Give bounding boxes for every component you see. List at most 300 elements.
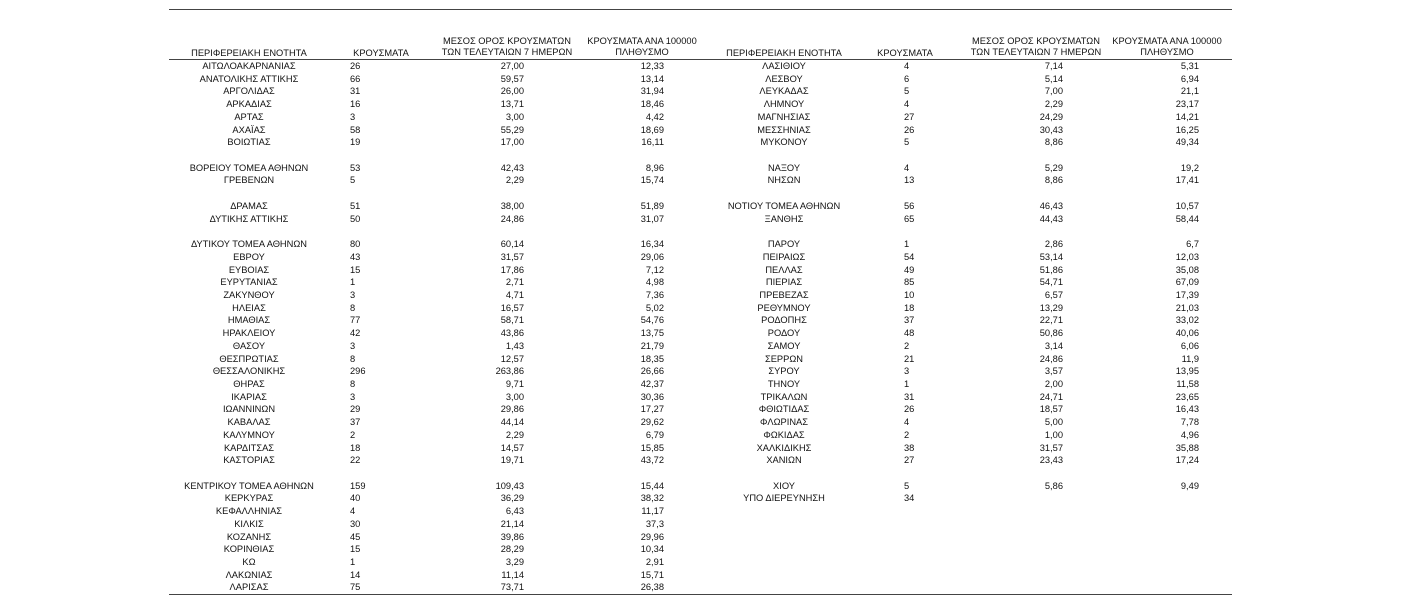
region-name-cell: ΘΕΣΣΑΛΟΝΙΚΗΣ bbox=[212, 366, 286, 377]
per100k-cell: 23,65 bbox=[1175, 391, 1199, 402]
region-name-cell: ΛΕΥΚΑΔΑΣ bbox=[759, 86, 809, 97]
avg7-cell: 1,43 bbox=[505, 340, 524, 351]
avg7-cell: 38,00 bbox=[500, 200, 524, 211]
region-name-cell: ΠΙΕΡΙΑΣ bbox=[765, 277, 803, 288]
table-row bbox=[704, 314, 1232, 327]
avg7-cell: 6,57 bbox=[1044, 289, 1063, 300]
region-name-cell: ΛΕΣΒΟΥ bbox=[765, 73, 803, 84]
avg7-cell: 8,86 bbox=[1044, 137, 1063, 148]
cases-cell: 4 bbox=[350, 506, 356, 517]
region-name-cell: ΣΥΡΟΥ bbox=[768, 366, 800, 377]
table-row bbox=[169, 289, 704, 302]
header-cases-right: ΚΡΟΥΣΜΑΤΑ bbox=[877, 48, 933, 58]
per100k-cell: 14,21 bbox=[1175, 111, 1199, 122]
cases-cell: 37 bbox=[350, 417, 361, 428]
avg7-cell: 24,71 bbox=[1039, 391, 1063, 402]
avg7-cell: 3,29 bbox=[505, 557, 524, 568]
region-name-cell: ΓΡΕΒΕΝΩΝ bbox=[223, 175, 275, 186]
per100k-cell: 15,44 bbox=[640, 480, 664, 491]
cases-cell: 27 bbox=[904, 455, 915, 466]
avg7-cell: 42,43 bbox=[500, 162, 524, 173]
per100k-cell: 16,11 bbox=[641, 137, 664, 148]
cases-cell: 14 bbox=[350, 569, 361, 580]
region-name-cell: ΚΟΖΑΝΗΣ bbox=[226, 531, 272, 542]
region-name-cell: ΛΑΡΙΣΑΣ bbox=[229, 582, 269, 593]
per100k-cell: 23,17 bbox=[1175, 99, 1199, 110]
avg7-cell: 24,86 bbox=[1039, 353, 1063, 364]
region-name-cell: ΜΥΚΟΝΟΥ bbox=[760, 137, 808, 148]
table-row bbox=[704, 149, 1232, 162]
avg7-cell: 109,43 bbox=[495, 480, 524, 491]
avg7-cell: 31,57 bbox=[500, 251, 524, 262]
table-row bbox=[169, 467, 704, 480]
cases-cell: 2 bbox=[904, 340, 910, 351]
table-row bbox=[169, 378, 704, 391]
avg7-cell: 73,71 bbox=[500, 582, 524, 593]
header-avg7-right-line1: ΜΕΣΟΣ ΟΡΟΣ ΚΡΟΥΣΜΑΤΩΝ bbox=[972, 36, 1100, 46]
per100k-cell: 15,71 bbox=[640, 569, 664, 580]
per100k-cell: 43,72 bbox=[640, 455, 664, 466]
region-name-cell: ΝΗΣΩΝ bbox=[767, 175, 801, 186]
table-row bbox=[169, 98, 704, 111]
per100k-cell: 67,09 bbox=[1175, 277, 1199, 288]
cases-cell: 4 bbox=[904, 61, 910, 71]
header-per100k-right bbox=[1104, 36, 1230, 58]
avg7-cell: 11,14 bbox=[501, 569, 524, 580]
region-name-cell: ΧΑΛΚΙΔΙΚΗΣ bbox=[756, 442, 812, 453]
region-name-cell: ΛΗΜΝΟΥ bbox=[763, 99, 805, 110]
cases-cell: 2 bbox=[904, 429, 910, 440]
table-row bbox=[169, 111, 704, 124]
region-name-cell: ΠΡΕΒΕΖΑΣ bbox=[759, 289, 809, 300]
per100k-cell: 17,27 bbox=[640, 404, 664, 415]
region-name-cell: ΗΜΑΘΙΑΣ bbox=[227, 315, 271, 326]
avg7-cell: 30,43 bbox=[1039, 124, 1063, 135]
cases-cell: 50 bbox=[350, 213, 361, 224]
region-name-cell: ΕΥΒΟΙΑΣ bbox=[228, 264, 270, 275]
cases-cell: 65 bbox=[904, 213, 915, 224]
per100k-cell: 18,69 bbox=[640, 124, 664, 135]
region-name-cell: ΖΑΚΥΝΘΟΥ bbox=[223, 289, 275, 300]
bottom-rule bbox=[169, 594, 1232, 595]
table-row bbox=[704, 403, 1232, 416]
table-row bbox=[169, 302, 704, 315]
table-row bbox=[704, 200, 1232, 213]
cases-cell: 48 bbox=[904, 328, 915, 339]
cases-cell: 1 bbox=[350, 557, 356, 568]
cases-cell: 8 bbox=[350, 353, 356, 364]
avg7-cell: 5,00 bbox=[1044, 417, 1063, 428]
table-row bbox=[169, 85, 704, 98]
cases-cell: 26 bbox=[904, 124, 915, 135]
table-row bbox=[704, 162, 1232, 175]
cases-cell: 37 bbox=[904, 315, 915, 326]
cases-cell: 21 bbox=[904, 353, 915, 364]
region-name-cell: ΞΑΝΘΗΣ bbox=[764, 213, 804, 224]
per100k-cell: 6,79 bbox=[645, 429, 664, 440]
table-row bbox=[169, 162, 704, 175]
avg7-cell: 5,14 bbox=[1044, 73, 1063, 84]
cases-cell: 42 bbox=[350, 328, 361, 339]
region-name-cell: ΒΟΡΕΙΟΥ ΤΟΜΕΑ ΑΘΗΝΩΝ bbox=[189, 162, 309, 173]
table-row bbox=[704, 429, 1232, 442]
cases-cell: 10 bbox=[904, 289, 915, 300]
avg7-cell: 24,29 bbox=[1039, 111, 1063, 122]
cases-cell: 40 bbox=[350, 493, 361, 504]
cases-cell: 5 bbox=[904, 86, 910, 97]
region-name-cell: ΒΟΙΩΤΙΑΣ bbox=[227, 137, 271, 148]
per100k-cell: 21,79 bbox=[640, 340, 664, 351]
cases-cell: 6 bbox=[904, 73, 910, 84]
region-name-cell: ΑΡΓΟΛΙΔΑΣ bbox=[223, 86, 275, 97]
avg7-cell: 29,86 bbox=[500, 404, 524, 415]
avg7-cell: 3,14 bbox=[1044, 340, 1063, 351]
region-name-cell: ΘΕΣΠΡΩΤΙΑΣ bbox=[219, 353, 279, 364]
per100k-cell: 12,33 bbox=[640, 61, 664, 71]
per100k-cell: 7,36 bbox=[645, 289, 664, 300]
per100k-cell: 29,06 bbox=[640, 251, 664, 262]
region-name-cell: ΔΥΤΙΚΗΣ ΑΤΤΙΚΗΣ bbox=[209, 213, 289, 224]
per100k-cell: 6,94 bbox=[1180, 73, 1199, 84]
cases-cell: 3 bbox=[350, 340, 356, 351]
table-row bbox=[169, 353, 704, 366]
avg7-cell: 263,86 bbox=[495, 366, 524, 377]
table-row bbox=[704, 353, 1232, 366]
per100k-cell: 13,95 bbox=[1175, 366, 1199, 377]
table-row bbox=[169, 365, 704, 378]
per100k-cell: 31,94 bbox=[640, 86, 664, 97]
avg7-cell: 22,71 bbox=[1039, 315, 1063, 326]
avg7-cell: 58,71 bbox=[500, 315, 524, 326]
cases-cell: 43 bbox=[350, 251, 361, 262]
top-rule bbox=[169, 9, 1232, 10]
per100k-cell: 17,39 bbox=[1175, 289, 1199, 300]
cases-cell: 45 bbox=[350, 531, 361, 542]
avg7-cell: 24,86 bbox=[500, 213, 524, 224]
region-name-cell: ΜΑΓΝΗΣΙΑΣ bbox=[757, 111, 811, 122]
cases-cell: 51 bbox=[350, 200, 361, 211]
avg7-cell: 9,71 bbox=[505, 378, 524, 389]
covid-cases-table bbox=[169, 0, 1232, 605]
per100k-cell: 35,88 bbox=[1175, 442, 1199, 453]
avg7-cell: 16,57 bbox=[500, 302, 524, 313]
table-row bbox=[169, 225, 704, 238]
table-row bbox=[704, 187, 1232, 200]
cases-cell: 26 bbox=[904, 404, 915, 415]
header-per100k-right-line2: ΠΛΗΘΥΣΜΟ bbox=[1140, 47, 1194, 57]
table-row bbox=[169, 505, 704, 518]
region-name-cell: ΤΡΙΚΑΛΩΝ bbox=[760, 391, 808, 402]
avg7-cell: 5,86 bbox=[1044, 480, 1063, 491]
avg7-cell: 3,57 bbox=[1044, 366, 1063, 377]
avg7-cell: 1,00 bbox=[1044, 429, 1063, 440]
table-row bbox=[169, 543, 704, 556]
avg7-cell: 39,86 bbox=[500, 531, 524, 542]
cases-cell: 5 bbox=[350, 175, 356, 186]
cases-cell: 13 bbox=[904, 175, 915, 186]
table-row bbox=[169, 238, 704, 251]
per100k-cell: 4,42 bbox=[645, 111, 664, 122]
region-name-cell: ΘΑΣΟΥ bbox=[232, 340, 266, 351]
cases-cell: 38 bbox=[904, 442, 915, 453]
region-name-cell: ΑΧΑΪΑΣ bbox=[232, 124, 266, 135]
avg7-cell: 3,00 bbox=[505, 111, 524, 122]
cases-cell: 15 bbox=[350, 544, 361, 555]
per100k-cell: 13,14 bbox=[640, 73, 664, 84]
per100k-cell: 21,1 bbox=[1180, 86, 1199, 97]
cases-cell: 1 bbox=[350, 277, 356, 288]
cases-cell: 4 bbox=[904, 162, 910, 173]
avg7-cell: 18,57 bbox=[1039, 404, 1063, 415]
per100k-cell: 10,34 bbox=[640, 544, 664, 555]
cases-cell: 8 bbox=[350, 302, 356, 313]
avg7-cell: 50,86 bbox=[1039, 328, 1063, 339]
per100k-cell: 15,74 bbox=[640, 175, 664, 186]
table-row bbox=[704, 264, 1232, 277]
region-name-cell: ΜΕΣΣΗΝΙΑΣ bbox=[757, 124, 811, 135]
region-name-cell: ΑΙΤΩΛΟΑΚΑΡΝΑΝΙΑΣ bbox=[202, 61, 296, 71]
table-row bbox=[169, 518, 704, 531]
region-name-cell: ΚΑΡΔΙΤΣΑΣ bbox=[223, 442, 275, 453]
table-row bbox=[169, 314, 704, 327]
region-name-cell: ΚΕΦΑΛΛΗΝΙΑΣ bbox=[215, 506, 283, 517]
table-row bbox=[169, 480, 704, 493]
cases-cell: 4 bbox=[904, 99, 910, 110]
cases-cell: 2 bbox=[350, 429, 356, 440]
cases-cell: 3 bbox=[350, 289, 356, 300]
cases-cell: 15 bbox=[350, 264, 361, 275]
avg7-cell: 3,00 bbox=[505, 391, 524, 402]
table-row bbox=[704, 276, 1232, 289]
avg7-cell: 2,29 bbox=[505, 175, 524, 186]
table-row bbox=[704, 442, 1232, 455]
region-name-cell: ΚΑΛΥΜΝΟΥ bbox=[223, 429, 275, 440]
region-name-cell: ΡΕΘΥΜΝΟΥ bbox=[757, 302, 811, 313]
avg7-cell: 46,43 bbox=[1039, 200, 1063, 211]
per100k-cell: 31,07 bbox=[640, 213, 664, 224]
avg7-cell: 4,71 bbox=[505, 289, 524, 300]
table-row bbox=[704, 213, 1232, 226]
header-avg7-left-line2: ΤΩΝ ΤΕΛΕΥΤΑΙΩΝ 7 ΗΜΕΡΩΝ bbox=[441, 47, 573, 57]
left-column bbox=[169, 60, 704, 594]
table-row bbox=[169, 124, 704, 137]
table-row bbox=[169, 149, 704, 162]
per100k-cell: 4,98 bbox=[645, 277, 664, 288]
region-name-cell: ΑΝΑΤΟΛΙΚΗΣ ΑΤΤΙΚΗΣ bbox=[199, 73, 299, 84]
table-row bbox=[169, 174, 704, 187]
per100k-cell: 9,49 bbox=[1180, 480, 1199, 491]
avg7-cell: 60,14 bbox=[500, 239, 524, 250]
region-name-cell: ΚΟΡΙΝΘΙΑΣ bbox=[223, 544, 275, 555]
table-row bbox=[169, 276, 704, 289]
per100k-cell: 18,35 bbox=[640, 353, 664, 364]
table-row bbox=[704, 111, 1232, 124]
avg7-cell: 17,86 bbox=[500, 264, 524, 275]
per100k-cell: 35,08 bbox=[1175, 264, 1199, 275]
table-row bbox=[169, 403, 704, 416]
table-row bbox=[169, 454, 704, 467]
region-name-cell: ΕΒΡΟΥ bbox=[233, 251, 265, 262]
per100k-cell: 51,89 bbox=[640, 200, 664, 211]
table-row bbox=[169, 340, 704, 353]
avg7-cell: 55,29 bbox=[500, 124, 524, 135]
avg7-cell: 7,14 bbox=[1044, 61, 1063, 71]
cases-cell: 77 bbox=[350, 315, 361, 326]
cases-cell: 8 bbox=[350, 378, 356, 389]
per100k-cell: 17,41 bbox=[1175, 175, 1199, 186]
cases-cell: 31 bbox=[904, 391, 915, 402]
per100k-cell: 21,03 bbox=[1175, 302, 1199, 313]
per100k-cell: 38,32 bbox=[640, 493, 664, 504]
per100k-cell: 29,62 bbox=[640, 417, 664, 428]
avg7-cell: 19,71 bbox=[500, 455, 524, 466]
cases-cell: 58 bbox=[350, 124, 361, 135]
avg7-cell: 2,71 bbox=[505, 277, 524, 288]
avg7-cell: 31,57 bbox=[1039, 442, 1063, 453]
avg7-cell: 5,29 bbox=[1044, 162, 1063, 173]
per100k-cell: 40,06 bbox=[1175, 328, 1199, 339]
region-name-cell: ΛΑΣΙΘΙΟΥ bbox=[762, 61, 806, 71]
avg7-cell: 54,71 bbox=[1039, 277, 1063, 288]
per100k-cell: 18,46 bbox=[640, 99, 664, 110]
table-row bbox=[704, 340, 1232, 353]
region-name-cell: ΣΑΜΟΥ bbox=[767, 340, 801, 351]
avg7-cell: 21,14 bbox=[500, 518, 524, 529]
region-name-cell: ΦΘΙΩΤΙΔΑΣ bbox=[758, 404, 810, 415]
cases-cell: 80 bbox=[350, 239, 361, 250]
table-row bbox=[169, 531, 704, 544]
avg7-cell: 6,43 bbox=[505, 506, 524, 517]
cases-cell: 19 bbox=[350, 137, 361, 148]
per100k-cell: 11,58 bbox=[1176, 378, 1199, 389]
table-row bbox=[704, 365, 1232, 378]
per100k-cell: 54,76 bbox=[640, 315, 664, 326]
cases-cell: 22 bbox=[350, 455, 361, 466]
avg7-cell: 23,43 bbox=[1039, 455, 1063, 466]
table-row bbox=[169, 213, 704, 226]
table-row bbox=[169, 556, 704, 569]
avg7-cell: 44,43 bbox=[1039, 213, 1063, 224]
region-name-cell: ΗΡΑΚΛΕΙΟΥ bbox=[222, 328, 276, 339]
table-row bbox=[704, 251, 1232, 264]
per100k-cell: 8,96 bbox=[645, 162, 664, 173]
cases-cell: 18 bbox=[904, 302, 915, 313]
table-row bbox=[704, 289, 1232, 302]
avg7-cell: 26,00 bbox=[500, 86, 524, 97]
table-row bbox=[704, 327, 1232, 340]
avg7-cell: 44,14 bbox=[500, 417, 524, 428]
per100k-cell: 42,37 bbox=[640, 378, 664, 389]
header-per100k-right-line1: ΚΡΟΥΣΜΑΤΑ ΑΝΑ 100000 bbox=[1112, 36, 1222, 46]
table-row bbox=[704, 302, 1232, 315]
table-row bbox=[704, 480, 1232, 493]
header-avg7-left-line1: ΜΕΣΟΣ ΟΡΟΣ ΚΡΟΥΣΜΑΤΩΝ bbox=[443, 36, 571, 46]
region-name-cell: ΚΑΣΤΟΡΙΑΣ bbox=[223, 455, 275, 466]
avg7-cell: 28,29 bbox=[500, 544, 524, 555]
table-row bbox=[704, 85, 1232, 98]
table-row bbox=[169, 60, 704, 73]
region-name-cell: ΙΩΑΝΝΙΝΩΝ bbox=[222, 404, 276, 415]
per100k-cell: 58,44 bbox=[1175, 213, 1199, 224]
avg7-cell: 2,29 bbox=[1044, 99, 1063, 110]
cases-cell: 3 bbox=[350, 391, 356, 402]
avg7-cell: 36,29 bbox=[500, 493, 524, 504]
region-name-cell: ΠΕΛΛΑΣ bbox=[765, 264, 803, 275]
cases-cell: 3 bbox=[350, 111, 356, 122]
table-row bbox=[169, 492, 704, 505]
table-row bbox=[704, 136, 1232, 149]
header-avg7-right-line2: ΤΩΝ ΤΕΛΕΥΤΑΙΩΝ 7 ΗΜΕΡΩΝ bbox=[970, 47, 1102, 57]
table-row bbox=[704, 98, 1232, 111]
table-row bbox=[704, 124, 1232, 137]
per100k-cell: 7,78 bbox=[1180, 417, 1199, 428]
table-row bbox=[704, 391, 1232, 404]
header-per100k-left bbox=[580, 36, 704, 58]
region-name-cell: ΛΑΚΩΝΙΑΣ bbox=[225, 569, 273, 580]
avg7-cell: 2,29 bbox=[505, 429, 524, 440]
region-name-cell: ΑΡΤΑΣ bbox=[234, 111, 264, 122]
region-name-cell: ΚΑΒΑΛΑΣ bbox=[227, 417, 271, 428]
avg7-cell: 17,00 bbox=[500, 137, 524, 148]
region-name-cell: ΦΛΩΡΙΝΑΣ bbox=[759, 417, 809, 428]
header-per100k-left-line2: ΠΛΗΘΥΣΜΟ bbox=[615, 47, 669, 57]
per100k-cell: 26,66 bbox=[640, 366, 664, 377]
per100k-cell: 15,85 bbox=[640, 442, 664, 453]
avg7-cell: 14,57 bbox=[500, 442, 524, 453]
per100k-cell: 2,91 bbox=[645, 557, 664, 568]
region-name-cell: ΕΥΡΥΤΑΝΙΑΣ bbox=[220, 277, 278, 288]
cases-cell: 1 bbox=[904, 378, 910, 389]
table-row bbox=[704, 467, 1232, 480]
cases-cell: 27 bbox=[904, 111, 915, 122]
region-name-cell: ΡΟΔΟΥ bbox=[767, 328, 801, 339]
region-name-cell: ΝΑΞΟΥ bbox=[767, 162, 801, 173]
table-row bbox=[169, 581, 704, 594]
per100k-cell: 10,57 bbox=[1175, 200, 1199, 211]
table-row bbox=[704, 454, 1232, 467]
header-region-left: ΠΕΡΙΦΕΡΕΙΑΚΗ ΕΝΟΤΗΤΑ bbox=[191, 48, 307, 58]
per100k-cell: 4,96 bbox=[1180, 429, 1199, 440]
header-cases-left: ΚΡΟΥΣΜΑΤΑ bbox=[353, 48, 409, 58]
table-row bbox=[169, 136, 704, 149]
cases-cell: 16 bbox=[350, 99, 361, 110]
cases-cell: 26 bbox=[350, 61, 361, 71]
per100k-cell: 5,02 bbox=[645, 302, 664, 313]
avg7-cell: 53,14 bbox=[1039, 251, 1063, 262]
cases-cell: 66 bbox=[350, 73, 361, 84]
cases-cell: 296 bbox=[350, 366, 366, 377]
table-row bbox=[169, 264, 704, 277]
avg7-cell: 13,71 bbox=[500, 99, 524, 110]
table-row bbox=[169, 251, 704, 264]
cases-cell: 4 bbox=[904, 417, 910, 428]
per100k-cell: 6,7 bbox=[1186, 239, 1199, 250]
avg7-cell: 51,86 bbox=[1039, 264, 1063, 275]
avg7-cell: 12,57 bbox=[500, 353, 524, 364]
header-region-right: ΠΕΡΙΦΕΡΕΙΑΚΗ ΕΝΟΤΗΤΑ bbox=[726, 48, 842, 58]
region-name-cell: ΤΗΝΟΥ bbox=[767, 378, 801, 389]
table-row bbox=[704, 73, 1232, 86]
cases-cell: 159 bbox=[350, 480, 366, 491]
cases-cell: 75 bbox=[350, 582, 361, 593]
per100k-cell: 12,03 bbox=[1175, 251, 1199, 262]
table-row bbox=[169, 327, 704, 340]
cases-cell: 29 bbox=[350, 404, 361, 415]
table-row bbox=[704, 174, 1232, 187]
region-name-cell: ΔΥΤΙΚΟΥ ΤΟΜΕΑ ΑΘΗΝΩΝ bbox=[190, 239, 308, 250]
region-name-cell: ΚΕΝΤΡΙΚΟΥ ΤΟΜΕΑ ΑΘΗΝΩΝ bbox=[184, 480, 314, 491]
cases-cell: 31 bbox=[350, 86, 361, 97]
